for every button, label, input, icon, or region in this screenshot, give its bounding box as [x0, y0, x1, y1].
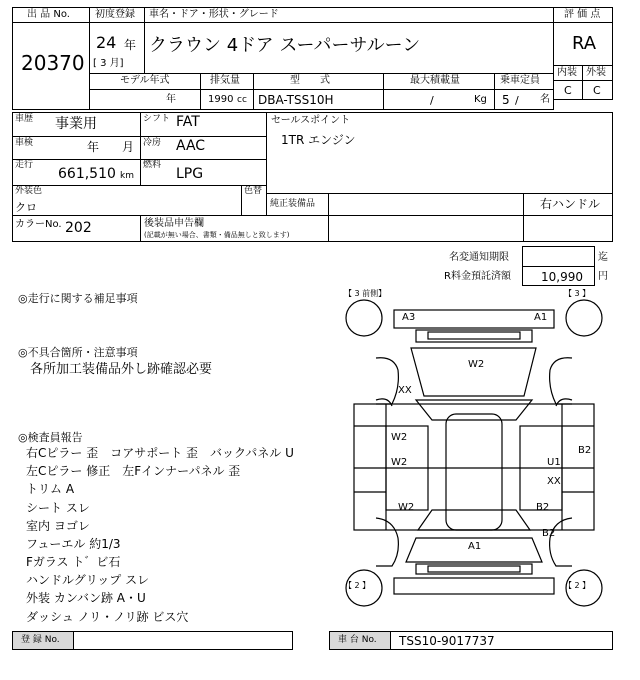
mark-w2-hood: W2 [468, 359, 485, 370]
inspector-label: ◎検査員報告 [18, 431, 83, 444]
exterior-color: クロ [15, 201, 37, 214]
name-change-label: 名変通知期限 [449, 252, 509, 263]
mark-xx-left: XX [398, 385, 412, 396]
defect-text: 各所加工装備品外し跡確認必要 [30, 362, 213, 377]
mark-b2-right3: B2 [542, 528, 556, 539]
rating-label: 評 価 点 [564, 9, 601, 20]
recycle-value: 10,990 [541, 270, 583, 284]
max-load-label: 最大積載量 [410, 75, 460, 86]
mark-w2-left2: W2 [391, 457, 408, 468]
diagram-top-right-tag: 【 3 】 [564, 289, 591, 298]
history: 事業用 [55, 116, 97, 132]
aftermarket-note: (記載が無い場合、書類・備品無しと致します) [144, 231, 290, 239]
exterior-color-label: 外装色 [15, 186, 43, 196]
reg-no-label: 登 録 No. [21, 635, 60, 645]
inspector-line: トリム A [26, 482, 75, 496]
lot-no-label: 出 品 No. [27, 9, 70, 20]
type-label: 型 式 [290, 75, 330, 86]
model-year-unit: 年 [166, 94, 176, 105]
history-label: 車歴 [15, 114, 34, 124]
inspector-line: Fガラス ト゛ビ石 [26, 555, 121, 569]
exterior-grade: C [593, 84, 601, 97]
mileage-unit: km [120, 171, 134, 181]
car-name-label: 車名・ドア・形状・グレード [149, 9, 279, 20]
interior-grade-cell [553, 80, 583, 100]
genuine-equipment-label: 純正装備品 [270, 199, 316, 209]
exterior-grade-cell [582, 80, 613, 100]
car-name-cell [144, 22, 554, 74]
color-change-label: 色替 [244, 186, 263, 196]
defect-label: ◎不具合箇所・注意事項 [18, 346, 138, 359]
mark-w2-left3: W2 [398, 502, 415, 513]
type-value: DBA-TSS10H [258, 93, 334, 107]
capacity-unit: 名 [540, 94, 550, 105]
displacement-label: 排気量 [210, 75, 240, 86]
aftermarket-label: 後装品申告欄 [144, 218, 204, 229]
ac-label: 冷房 [143, 138, 162, 148]
first-reg-year-unit: 年 [124, 38, 137, 52]
mark-a1-rear: A1 [468, 541, 482, 552]
inspector-line: シート スレ [26, 501, 90, 515]
first-reg-year: 24 [96, 33, 117, 52]
mark-b2-right: B2 [578, 445, 592, 456]
car-outline-svg [336, 288, 612, 626]
driving-label: ◎走行に関する補足事項 [18, 292, 138, 305]
chassis-label-cell [329, 631, 391, 650]
rating-cell [553, 22, 613, 66]
fuel: LPG [176, 166, 204, 182]
exterior-color-cell [12, 185, 267, 216]
mileage: 661,510 [58, 166, 116, 182]
mileage-label: 走行 [15, 160, 34, 170]
fuel-label: 燃料 [143, 160, 162, 170]
inspector-line: 外装 カンバン跡 A・U [26, 591, 146, 605]
mark-xx-right: XX [547, 476, 561, 487]
color-no-row [12, 215, 613, 242]
diagram-bottom-left-tag: 【 2 】 [344, 581, 371, 590]
lot-no: 20370 [21, 51, 85, 75]
interior-label-cell [553, 65, 583, 81]
inspector-line: フューエル 約1/3 [26, 537, 121, 551]
inspector-line: 右Cピラー 歪 コアサポート 歪 バックパネル U [26, 446, 294, 460]
interior-grade: C [564, 84, 572, 97]
mark-w2-left1: W2 [391, 432, 408, 443]
rating-label-cell [553, 7, 613, 23]
recycle-value-cell [522, 266, 595, 286]
capacity-slash: / [515, 94, 519, 107]
car-damage-diagram [336, 288, 612, 626]
name-change-unit: 迄 [598, 252, 608, 263]
inspector-line: 室内 ヨゴレ [26, 519, 90, 533]
max-load-slash: / [430, 94, 434, 107]
shift: FAT [176, 114, 200, 130]
diagram-top-left-tag: 【 3 前側】 [344, 289, 387, 298]
lot-no-label-cell [12, 7, 90, 23]
first-reg-label-cell [89, 7, 145, 23]
rating: RA [572, 33, 597, 54]
first-reg-month: [ 3 月] [93, 58, 124, 69]
capacity-label: 乗車定員 [500, 75, 540, 86]
max-load-unit: Kg [474, 94, 487, 105]
exterior-label-cell [582, 65, 613, 81]
ac: AAC [176, 138, 206, 154]
recycle-unit: 円 [598, 271, 608, 282]
color-no-label: カラーNo. [15, 219, 62, 230]
sales-point: 1TR エンジン [281, 133, 356, 147]
mark-a3: A3 [402, 312, 416, 323]
car-name-label-cell [144, 7, 554, 23]
recycle-label: R料金預託済額 [444, 271, 511, 282]
interior-label: 内装 [557, 67, 577, 78]
first-reg-cell [89, 22, 145, 74]
inspector-line: 左Cピラー 修正 左Fインナーパネル 歪 [26, 464, 241, 478]
inspection-label: 車検 [15, 138, 34, 148]
reg-no-value-cell [73, 631, 293, 650]
capacity: 5 [502, 93, 510, 107]
car-name: クラウン 4ドア スーパーサルーン [149, 35, 421, 56]
shift-label: シフト [143, 114, 171, 124]
reg-no-label-cell [12, 631, 74, 650]
mark-b2-right2: B2 [536, 502, 550, 513]
mark-u1: U1 [547, 457, 561, 468]
chassis-label: 車 台 No. [338, 635, 377, 645]
sales-point-label: セールスポイント [271, 115, 351, 126]
lot-no-cell [12, 22, 90, 110]
diagram-bottom-right-tag: 【 2 】 [564, 581, 591, 590]
displacement-unit: cc [237, 95, 247, 105]
handle: 右ハンドル [540, 197, 601, 211]
mark-a1-top: A1 [534, 312, 548, 323]
chassis-value-cell [390, 631, 613, 650]
first-reg-label: 初度登録 [95, 9, 135, 20]
inspection-month: 月 [122, 140, 135, 154]
exterior-label: 外装 [586, 67, 606, 78]
sales-point-cell [266, 112, 613, 194]
inspector-line: ハンドルグリップ スレ [26, 573, 150, 587]
inspector-line: ダッシュ ノリ・ノリ跡 ビス穴 [26, 610, 189, 624]
inspection-year: 年 [87, 140, 100, 154]
color-no: 202 [65, 220, 92, 236]
model-year-label: モデル年式 [120, 75, 170, 86]
chassis: TSS10-9017737 [399, 634, 495, 648]
displacement: 1990 [208, 94, 234, 105]
name-change-value-cell [522, 246, 595, 267]
